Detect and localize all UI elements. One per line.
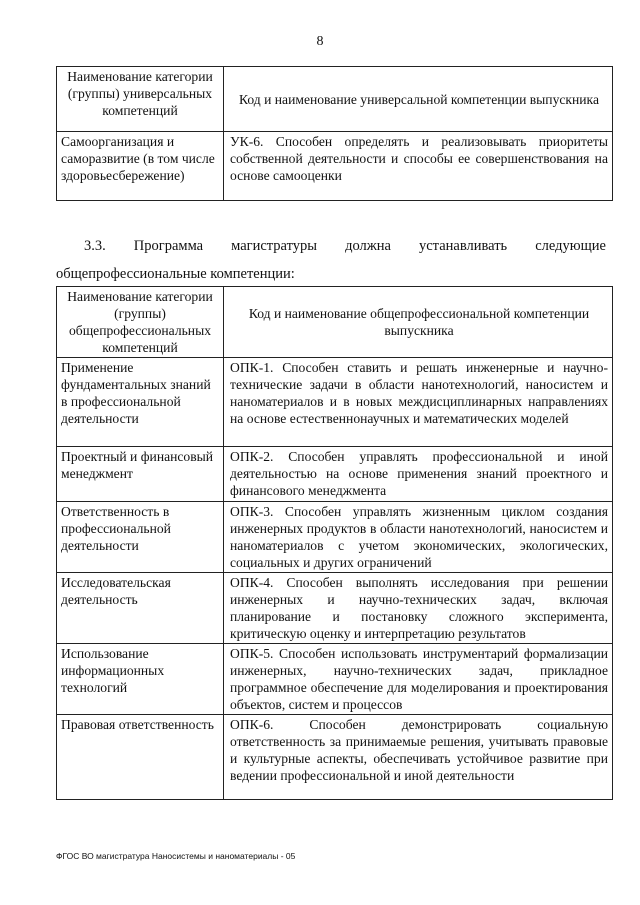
table-header-row (57, 67, 613, 132)
group-cell: Применение фундаментальных знаний в профессиональной деятельности (57, 358, 224, 447)
table-row (57, 644, 613, 715)
section-intro-line (56, 238, 606, 255)
group-cell: Исследовательская деятельность (57, 573, 224, 644)
competence-cell: ОПК-6. Способен демонстрировать социальную ответственность за принимаемые решения, учитывать правовые и культурные аспекты, обеспечивать устойчивое развитие при ведении профессиональной и иной деятельности (224, 715, 613, 800)
intro-word: Программа (133, 238, 204, 254)
competence-cell: УК-6. Способен определять и реализовывать приоритеты собственной деятельности и способы ее совершенствования на основе самооценки (224, 132, 613, 201)
page-footer: ФГОС ВО магистратура Наносистемы и наноматериалы - 05 (56, 851, 296, 861)
table-row (57, 715, 613, 800)
table-row (57, 502, 613, 573)
competence-cell: ОПК-2. Способен управлять профессиональной и иной деятельностью на основе применения знаний проектного и финансового менеджмента (224, 447, 613, 502)
table-row (57, 132, 613, 201)
intro-word: магистратуры (231, 238, 318, 254)
competence-cell: ОПК-1. Способен ставить и решать инженерные и научно-технические задачи в области нанотехнологий, наносистем и наноматериалов и в новых междисциплинарных направлениях на основе естественнонаучных и математических моделей (224, 358, 613, 447)
section-intro-continuation: общепрофессиональные компетенции: (56, 266, 295, 282)
universal-competences-table (56, 66, 613, 201)
group-cell: Ответственность в профессиональной деятельности (57, 502, 224, 573)
intro-word: следующие (535, 238, 606, 254)
header-competence-cell: Код и наименование общепрофессиональной компетенции выпускника (224, 287, 613, 358)
table-row (57, 447, 613, 502)
header-competence-cell: Код и наименование универсальной компетенции выпускника (224, 67, 613, 132)
table-row (57, 573, 613, 644)
group-cell: Самоорганизация и саморазвитие (в том числе здоровьесбережение) (57, 132, 224, 201)
table-row (57, 358, 613, 447)
table-header-row (57, 287, 613, 358)
competence-cell: ОПК-4. Способен выполнять исследования при решении инженерных и научно-технических задач, включая планирование и постановку сложного эксперимента, критическую оценку и интерпретацию результатов (224, 573, 613, 644)
competence-cell: ОПК-3. Способен управлять жизненным циклом создания инженерных продуктов в области нанотехнологий, наносистем и наноматериалов с учетом экономических, экологических, социальных и других ограничений (224, 502, 613, 573)
group-cell: Правовая ответственность (57, 715, 224, 800)
section-number: 3.3. (84, 238, 106, 254)
group-cell: Проектный и финансовый менеджмент (57, 447, 224, 502)
header-group-cell: Наименование категории (группы) общепрофессиональных компетенций (57, 287, 224, 358)
intro-word: устанавливать (419, 238, 508, 254)
competence-cell: ОПК-5. Способен использовать инструментарий формализации инженерных, научно-технических задач, прикладное программное обеспечение для моделирования и проектирования объектов, систем и процессов (224, 644, 613, 715)
group-cell: Использование информационных технологий (57, 644, 224, 715)
general-professional-competences-table (56, 286, 613, 800)
intro-word: должна (345, 238, 391, 254)
page-number: 8 (316, 34, 324, 49)
header-group-cell: Наименование категории (группы) универсальных компетенций (57, 67, 224, 132)
